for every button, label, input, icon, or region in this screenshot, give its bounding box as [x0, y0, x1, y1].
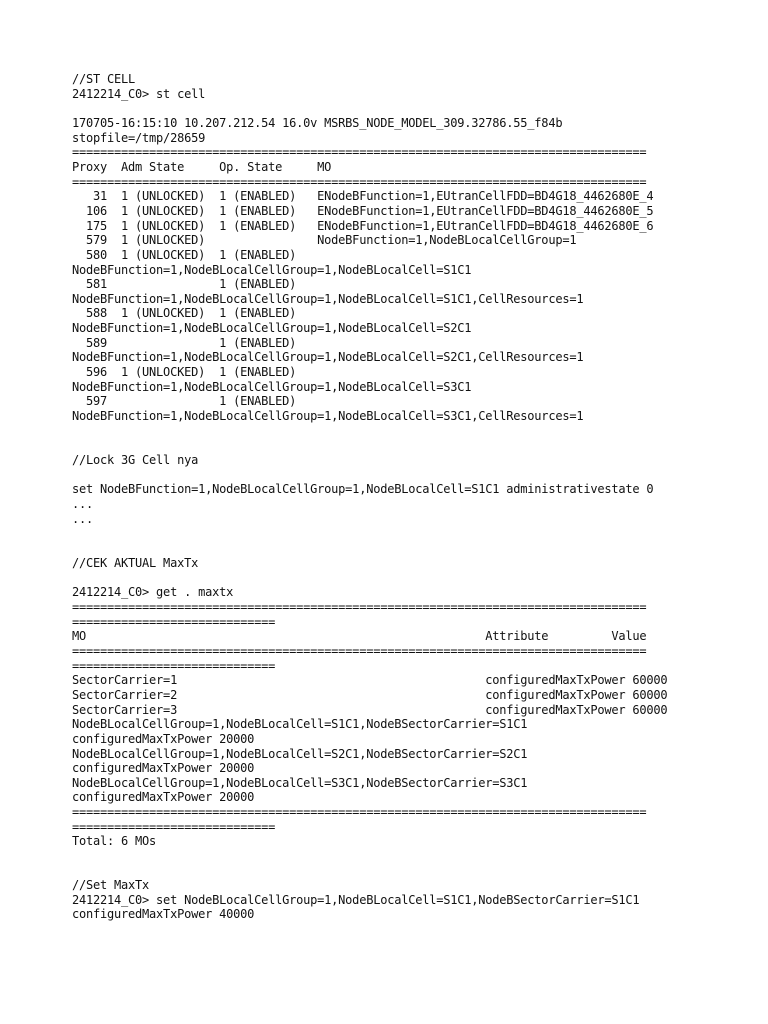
output-line: 589 1 (ENABLED): [72, 335, 297, 350]
output-line: stopfile=/tmp/28659: [72, 130, 206, 145]
separator-rule: ==================================================================================: [72, 600, 647, 614]
output-line: NodeBFunction=1,NodeBLocalCellGroup=1,NodeBLocalCell=S1C1,CellResources=1: [72, 291, 584, 306]
output-line: 170705-16:15:10 10.207.212.54 16.0v MSRBS_NODE_MODEL_309.32786.55_f84b: [72, 116, 563, 130]
comment-line: //ST CELL: [72, 72, 136, 86]
output-line: 597 1 (ENABLED): [72, 394, 297, 409]
separator-rule: ==================================================================================: [72, 643, 647, 658]
output-line: 581 1 (ENABLED): [72, 277, 297, 292]
output-line: NodeBFunction=1,NodeBLocalCellGroup=1,NodeBLocalCell=S3C1,CellResources=1: [72, 408, 584, 423]
output-line: configuredMaxTxPower 20000: [72, 790, 255, 805]
output-line: SectorCarrier=2 configuredMaxTxPower 60000: [72, 687, 668, 702]
command-line: 2412214_C0> get . maxtx: [72, 585, 234, 600]
separator-rule: ==================================================================================: [72, 805, 647, 819]
comment-line: //CEK AKTUAL MaxTx: [72, 556, 199, 570]
output-line: 31 1 (UNLOCKED) 1 (ENABLED) ENodeBFunction=1,EUtranCellFDD=BD4G18_4462680E_4: [72, 189, 654, 204]
output-line: NodeBLocalCellGroup=1,NodeBLocalCell=S1C1,NodeBSectorCarrier=S1C1: [72, 717, 528, 732]
output-line: 596 1 (UNLOCKED) 1 (ENABLED): [72, 365, 297, 379]
output-line: configuredMaxTxPower 20000: [72, 731, 255, 746]
separator-rule: =============================: [72, 819, 276, 834]
output-line: configuredMaxTxPower 40000: [72, 907, 255, 922]
output-line: MO Attribute Value: [72, 629, 647, 644]
output-line: NodeBFunction=1,NodeBLocalCellGroup=1,NodeBLocalCell=S2C1: [72, 321, 472, 336]
output-line: 579 1 (UNLOCKED) NodeBFunction=1,NodeBLocalCellGroup=1: [72, 233, 577, 248]
output-line: NodeBFunction=1,NodeBLocalCellGroup=1,NodeBLocalCell=S3C1: [72, 379, 472, 394]
separator-rule: ==================================================================================: [72, 145, 647, 160]
output-line: NodeBLocalCellGroup=1,NodeBLocalCell=S2C1,NodeBSectorCarrier=S2C1: [72, 746, 528, 761]
output-line: ...: [72, 511, 94, 526]
output-line: Total: 6 MOs: [72, 834, 157, 849]
output-line: 580 1 (UNLOCKED) 1 (ENABLED): [72, 247, 297, 262]
output-line: ...: [72, 496, 94, 511]
output-line: NodeBFunction=1,NodeBLocalCellGroup=1,NodeBLocalCell=S1C1: [72, 262, 472, 277]
comment-line: //Set MaxTx: [72, 878, 150, 892]
separator-rule: =============================: [72, 658, 276, 673]
output-line: configuredMaxTxPower 20000: [72, 761, 255, 776]
comment-line: //Lock 3G Cell nya: [72, 453, 199, 467]
command-line: 2412214_C0> set NodeBLocalCellGroup=1,NodeBLocalCell=S1C1,NodeBSectorCarrier=S1C1: [72, 892, 640, 907]
command-line: 2412214_C0> st cell: [72, 86, 206, 101]
output-line: 175 1 (UNLOCKED) 1 (ENABLED) ENodeBFunction=1,EUtranCellFDD=BD4G18_4462680E_6: [72, 218, 654, 233]
output-line: NodeBFunction=1,NodeBLocalCellGroup=1,NodeBLocalCell=S2C1,CellResources=1: [72, 350, 584, 365]
output-line: SectorCarrier=3 configuredMaxTxPower 60000: [72, 702, 668, 717]
output-line: NodeBLocalCellGroup=1,NodeBLocalCell=S3C1,NodeBSectorCarrier=S3C1: [72, 775, 528, 790]
separator-rule: ==================================================================================: [72, 174, 647, 189]
output-line: Proxy Adm State Op. State MO: [72, 159, 332, 174]
separator-rule: =============================: [72, 614, 276, 629]
output-line: set NodeBFunction=1,NodeBLocalCellGroup=1,NodeBLocalCell=S1C1 administrativestate 0: [72, 482, 654, 497]
output-line: 588 1 (UNLOCKED) 1 (ENABLED): [72, 306, 297, 321]
output-line: 106 1 (UNLOCKED) 1 (ENABLED) ENodeBFunction=1,EUtranCellFDD=BD4G18_4462680E_5: [72, 203, 654, 218]
output-line: SectorCarrier=1 configuredMaxTxPower 60000: [72, 673, 668, 688]
